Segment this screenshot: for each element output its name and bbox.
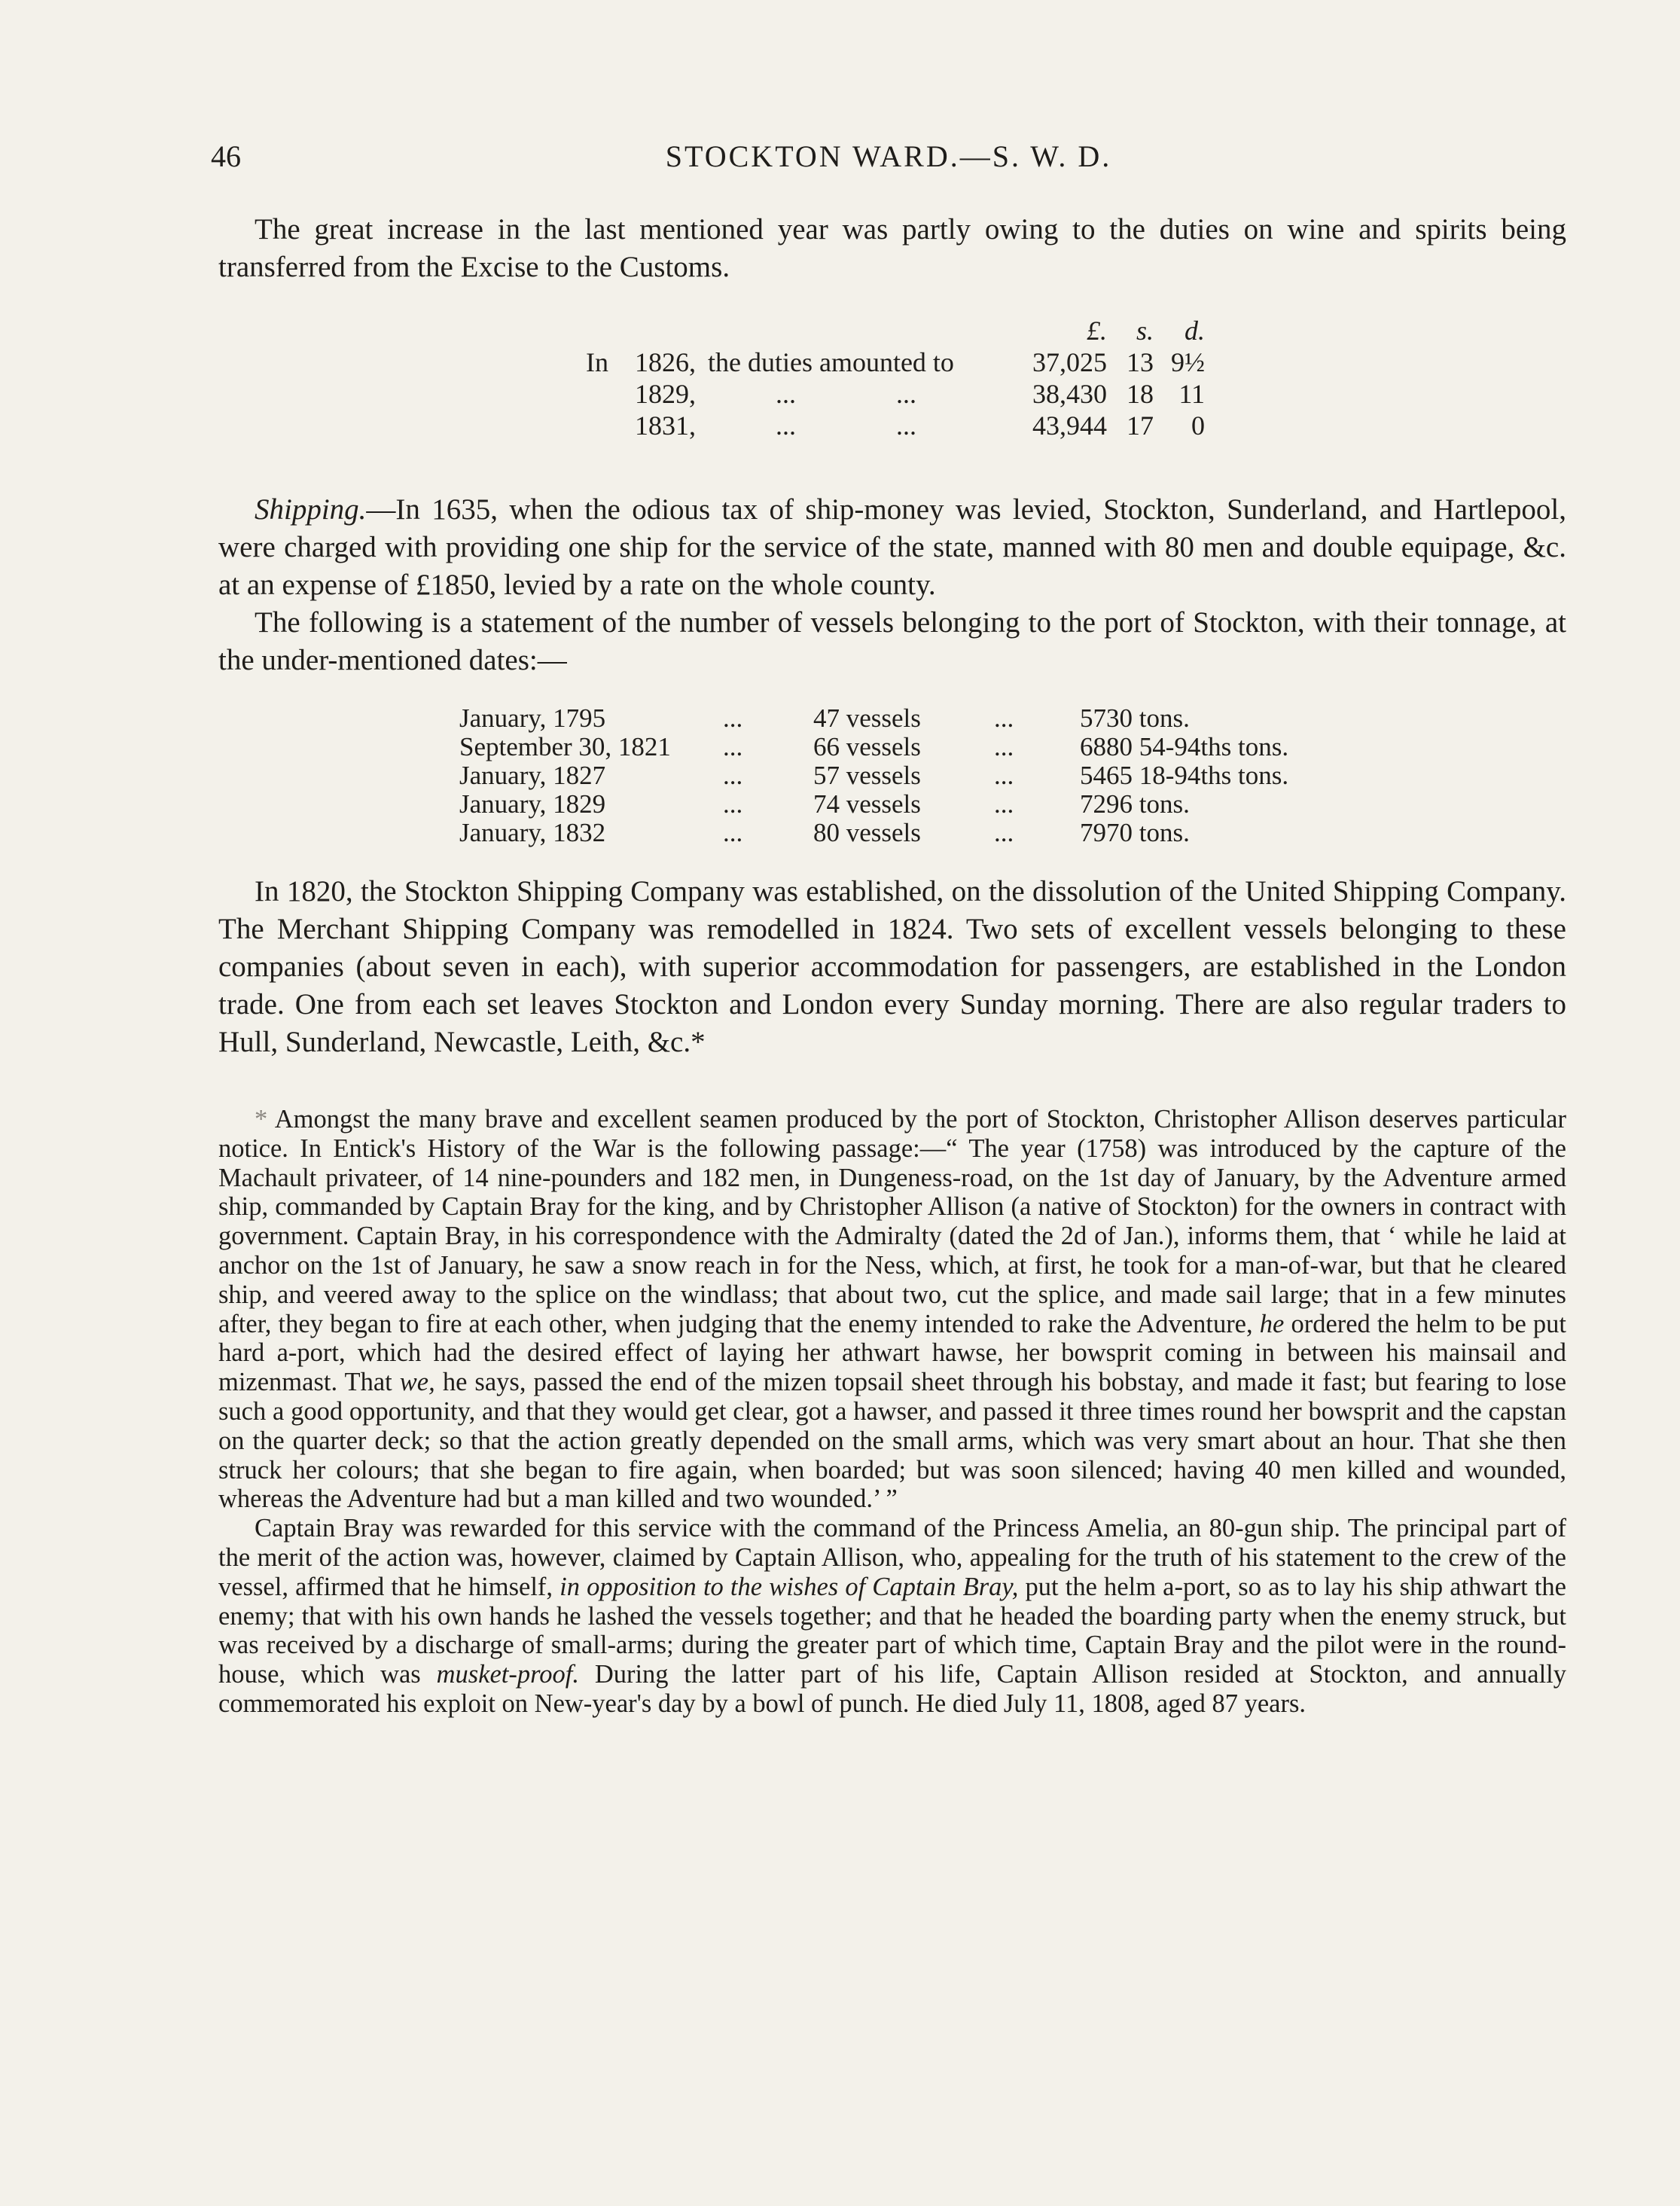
duties-dots: ... (776, 410, 796, 441)
duties-pounds: 38,430 (1032, 379, 1107, 409)
vessel-dots: ... (994, 703, 1014, 733)
duties-pounds: 37,025 (1032, 347, 1107, 377)
vessel-dots: ... (994, 761, 1014, 790)
duties-shillings: 18 (1127, 379, 1154, 409)
shillings-header: s. (1136, 316, 1154, 346)
duties-row (218, 346, 1566, 377)
vessel-date: January, 1832 (459, 818, 606, 847)
footnote-marker: * (255, 1105, 268, 1134)
footnote-text: Captain Bray was rewarded for this service with the command of the Princess Amelia, an 80-gun ship. The principal part of the merit of the action was, however, claimed by Captain Allison, who, appealing for the truth of his statement to the crew of the vessel, affirmed that he himself, (218, 1514, 1566, 1601)
vessel-dots: ... (723, 732, 743, 761)
vessels-row (218, 703, 1566, 732)
footnote-text: ordered the helm to be put hard a-port, which had the desired effect of laying her athwart hawse, her bowsprit coming in between his mainsail and mizenmast. That (218, 1309, 1567, 1397)
duties-prefix: In (586, 347, 608, 377)
duties-desc: the duties amounted to (708, 347, 954, 377)
vessel-tonnage: 5730 tons. (1080, 703, 1190, 733)
footnote-emphasis: he (1259, 1309, 1285, 1338)
footnote-text: Amongst the many brave and excellent seamen produced by the port of Stockton, Christopher Allison deserves particular notice. In Entick's History of the War is the following passage:—“ The year (1758) was introduced by the capture of the Machault privateer, of 14 nine-pounders and 182 men, in Dungeness-road, on the 1st day of January, by the Adventure armed ship, commanded by Captain Bray for the king, and by Christopher Allison (a native of Stockton) for the owners in contract with government. Captain Bray, in his correspondence with the Admiralty (dated the 2d of Jan.), informs them, that ‘ while he laid at anchor on the 1st of January, he saw a snow reach in for the Ness, which, at first, he took for a man-of-war, but that he cleared ship, and veered away to the splice on the windlass; that about two, cut the splice, and made sail large; that in a few minutes after, they began to fire at each other, when judging that the enemy intended to rake the Adventure, (218, 1105, 1566, 1338)
footnote-emphasis: we, (399, 1368, 435, 1397)
vessel-count: 47 vessels (813, 703, 921, 733)
duties-year: 1831, (635, 410, 696, 441)
vessels-table (218, 703, 1566, 873)
footnote-text: During the latter part of his life, Captain Allison resided at Stockton, and annually commemorated his exploit on New-year's day by a bowl of punch. He died July 11, 1808, aged 87 years. (218, 1660, 1566, 1718)
footnote-text: put the helm a-port, so as to lay his ship athwart the enemy; that with his own hands he lashed the vessels together; and that he headed the boarding party when the enemy struck, but was received by a discharge of small-arms; during the greater part of which time, Captain Bray and the pilot were in the round-house, which was (218, 1572, 1566, 1689)
vessels-row (218, 818, 1566, 847)
duties-row (218, 378, 1566, 408)
duties-table (218, 315, 1566, 443)
duties-year: 1829, (635, 379, 696, 409)
vessel-date: September 30, 1821 (459, 732, 671, 761)
vessel-date: January, 1829 (459, 789, 606, 819)
duties-dots: ... (776, 379, 796, 409)
vessel-dots: ... (994, 818, 1014, 847)
vessel-date: January, 1795 (459, 703, 606, 733)
vessel-dots: ... (994, 732, 1014, 761)
shipping-paragraph (218, 491, 1566, 604)
duties-row (218, 410, 1566, 440)
shipping-heading: Shipping. (255, 493, 367, 526)
vessel-count: 74 vessels (813, 789, 921, 819)
vessel-dots: ... (723, 761, 743, 790)
vessel-count: 80 vessels (813, 818, 921, 847)
duties-shillings: 17 (1127, 410, 1154, 441)
duties-pence: 9½ (1171, 347, 1205, 377)
footnote-paragraph-2 (218, 1514, 1566, 1719)
vessels-intro-paragraph: The following is a statement of the number of vessels belonging to the port of Stockton, with their tonnage, at the under-mentioned dates:— (218, 606, 1566, 676)
duties-year: 1826, (635, 347, 696, 377)
vessel-date: January, 1827 (459, 761, 606, 790)
vessels-row (218, 732, 1566, 761)
footnote-emphasis: in opposition to the wishes of Captain Bray, (559, 1572, 1019, 1601)
duties-header-row (218, 315, 1566, 345)
vessel-dots: ... (723, 703, 743, 733)
footnote-text: he says, passed the end of the mizen topsail sheet through his bobstay, and made it fast; but fearing to lose such a good opportunity, and that they would get clear, got a hawser, and passed it three times round her bowsprit and the capstan on the quarter deck; so that the action greatly depended on the small arms, which was very smart about an hour. That she then struck her colours; that she began to fire again, when boarded; but was soon silenced; having 40 men killed and wounded, whereas the Adventure had but a man killed and two wounded.’ ” (218, 1368, 1567, 1514)
vessels-row (218, 761, 1566, 789)
duties-pence: 0 (1191, 410, 1205, 441)
duties-dots: ... (896, 410, 916, 441)
vessel-count: 66 vessels (813, 732, 921, 761)
vessel-dots: ... (723, 818, 743, 847)
vessel-tonnage: 6880 54-94ths tons. (1080, 732, 1289, 761)
shipping-text: —In 1635, when the odious tax of ship-money was levied, Stockton, Sunderland, and Hartlepool, were charged with providing one ship for the service of the state, manned with 80 men and double equipage, &c. at an expense of £1850, levied by a rate on the whole county. (218, 493, 1566, 601)
vessel-tonnage: 7970 tons. (1080, 818, 1190, 847)
vessel-tonnage: 7296 tons. (1080, 789, 1190, 819)
pence-header: d. (1185, 316, 1205, 346)
vessel-dots: ... (994, 789, 1014, 819)
footnote-emphasis: musket-proof. (436, 1660, 579, 1689)
vessels-row (218, 789, 1566, 818)
footnote-paragraph-1 (218, 1105, 1566, 1514)
vessel-count: 57 vessels (813, 761, 921, 790)
page-body (218, 211, 1566, 1719)
duties-pence: 11 (1178, 379, 1205, 409)
page-number: 46 (211, 139, 241, 173)
page-header (211, 134, 1566, 187)
pounds-header: £. (1087, 316, 1107, 346)
duties-pounds: 43,944 (1032, 410, 1107, 441)
duties-shillings: 13 (1127, 347, 1154, 377)
vessel-dots: ... (723, 789, 743, 819)
running-title: STOCKTON WARD.—S. W. D. (665, 139, 1112, 173)
duties-dots: ... (896, 379, 916, 409)
footnote (218, 1105, 1566, 1719)
intro-paragraph: The great increase in the last mentioned year was partly owing to the duties on wine and spirits being transferred from the Excise to the Customs. (218, 213, 1566, 283)
company-paragraph: In 1820, the Stockton Shipping Company was established, on the dissolution of the United Shipping Company. The Merchant Shipping Company was remodelled in 1824. Two sets of excellent vessels belonging to these companies (about seven in each), with superior accommodation for passengers, are established in the London trade. One from each set leaves Stockton and London every Sunday morning. There are also regular traders to Hull, Sunderland, Newcastle, Leith, &c.* (218, 875, 1566, 1058)
vessel-tonnage: 5465 18-94ths tons. (1080, 761, 1289, 790)
